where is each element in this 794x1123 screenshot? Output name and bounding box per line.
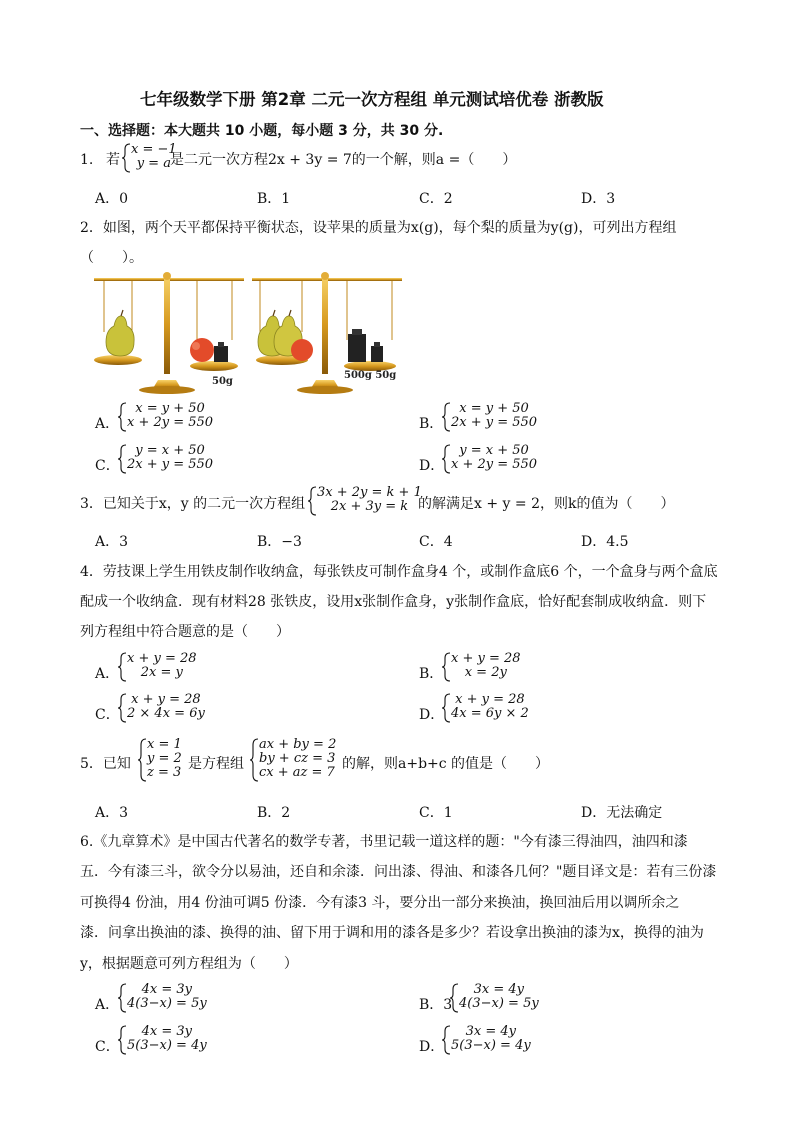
q3-option-b[interactable]: B．−3	[257, 534, 302, 550]
left-weight-label: 50g	[212, 376, 233, 387]
q2-option-c[interactable]: y = x + 50 2x + y = 550	[118, 444, 213, 474]
q6-line3: 可换得4 份油，用4 份油可调5 份漆．今有漆3 斗，要分出一部分来换油，换回油后用以调所余之	[80, 895, 680, 911]
page-title: 七年级数学下册 第2章 二元一次方程组 单元测试培优卷 浙教版	[140, 90, 604, 109]
q4-option-b-label[interactable]: B．	[419, 666, 444, 682]
right-weight-label: 500g 50g	[344, 370, 397, 381]
q4-option-b[interactable]: x + y = 28 x = 2y	[442, 652, 527, 682]
q1-option-b[interactable]: B．1	[257, 191, 291, 207]
q4-option-c[interactable]: x + y = 28 2 × 4x = 6y	[118, 693, 213, 723]
q2-option-a[interactable]: x = y + 50 x + 2y = 550	[118, 402, 213, 432]
q1-option-c[interactable]: C．2	[419, 191, 453, 207]
q6-option-d-label[interactable]: D．	[419, 1039, 445, 1055]
q4-line2: 配成一个收纳盒．现有材料28 张铁皮，设用x张制作盒身，y张制作盒底，恰好配套制成收纳盒．则下	[80, 594, 707, 610]
q6-line4: 漆．问拿出换油的漆、换得的油、留下用于调和用的漆各是多少？若设拿出换油的漆为x，换得的油为	[80, 925, 704, 941]
q5-pre: 5．已知	[80, 756, 131, 772]
q6-option-b[interactable]: 3x = 4y 4(3−x) = 5y	[450, 983, 545, 1013]
q2-option-b[interactable]: x = y + 50 2x + y = 550	[442, 402, 537, 432]
q5-system: ax + by = 2 by + cz = 3 cx + az = 7	[250, 738, 340, 782]
q6-option-a[interactable]: 4x = 3y 4(3−x) = 5y	[118, 983, 213, 1013]
q1-option-d[interactable]: D．3	[581, 191, 616, 207]
q1-text: 是二元一次方程2x + 3y = 7的一个解，则a =（ ）	[170, 152, 517, 168]
q2-option-a-label[interactable]: A．	[95, 416, 120, 432]
q3-option-c[interactable]: C．4	[419, 534, 453, 550]
q5-option-a[interactable]: A．3	[95, 805, 129, 821]
q5-option-c[interactable]: C．1	[419, 805, 453, 821]
q2-text-line2: （ ）。	[80, 250, 143, 266]
section-heading: 一、选择题：本大题共 10 小题，每小题 3 分，共 30 分.	[80, 123, 444, 139]
q4-line3: 列方程组中符合题意的是（ ）	[80, 624, 290, 640]
q6-option-b-label[interactable]: B．3	[419, 997, 453, 1013]
q1-pre: 若	[106, 152, 120, 168]
q4-option-a[interactable]: x + y = 28 2x = y	[118, 652, 203, 682]
q6-option-c[interactable]: 4x = 3y 5(3−x) = 4y	[118, 1025, 213, 1055]
q4-option-c-label[interactable]: C．	[95, 707, 120, 723]
q2-option-d[interactable]: y = x + 50 x + 2y = 550	[442, 444, 537, 474]
q2-option-b-label[interactable]: B．	[419, 416, 444, 432]
q1-option-a[interactable]: A．0	[95, 191, 129, 207]
q4-option-a-label[interactable]: A．	[95, 666, 120, 682]
q3-option-d[interactable]: D．4.5	[581, 534, 629, 550]
q6-option-a-label[interactable]: A．	[95, 997, 120, 1013]
q5-option-b[interactable]: B．2	[257, 805, 291, 821]
q3-post: 的解满足x + y = 2，则k的值为（ ）	[418, 496, 675, 512]
q2-text-line1: 2．如图，两个天平都保持平衡状态，设苹果的质量为x(g)，每个梨的质量为y(g)，可列出方程组	[80, 220, 677, 236]
q5-mid: 是方程组	[188, 756, 244, 772]
q4-option-d[interactable]: x + y = 28 4x = 6y × 2	[442, 693, 537, 723]
q4-option-d-label[interactable]: D．	[419, 707, 445, 723]
q6-line1: 6.《九章算术》是中国古代著名的数学专著，书里记载一道这样的题："今有漆三得油四，油四和漆	[80, 834, 688, 850]
q6-line2: 五．今有漆三斗，欲令分以易油，还自和余漆．问出漆、得油、和漆各几何？"题目译文是：若有三份漆	[80, 864, 717, 880]
q6-option-d[interactable]: 3x = 4y 5(3−x) = 4y	[442, 1025, 537, 1055]
q6-line5: y，根据题意可列方程组为（ ）	[80, 956, 298, 972]
q5-solution: x = 1 y = 2 z = 3	[138, 738, 183, 782]
q3-system: 3x + 2y = k + 1 2x + 3y = k	[308, 486, 420, 516]
balance-scales-figure	[92, 272, 412, 397]
q1-system: x = −1 y = a	[122, 143, 172, 173]
q4-line1: 4．劳技课上学生用铁皮制作收纳盒，每张铁皮可制作盒身4 个，或制作盒底6 个，一个盒身与两个盒底	[80, 564, 718, 580]
q3-option-a[interactable]: A．3	[95, 534, 129, 550]
q5-option-d[interactable]: D．无法确定	[581, 805, 663, 821]
q2-option-d-label[interactable]: D．	[419, 458, 445, 474]
q2-option-c-label[interactable]: C．	[95, 458, 120, 474]
q1-number: 1.	[80, 152, 94, 168]
q5-post: 的解，则a+b+c 的值是（ ）	[342, 756, 550, 772]
q6-option-c-label[interactable]: C．	[95, 1039, 120, 1055]
q3-pre: 3．已知关于x，y 的二元一次方程组	[80, 496, 306, 512]
